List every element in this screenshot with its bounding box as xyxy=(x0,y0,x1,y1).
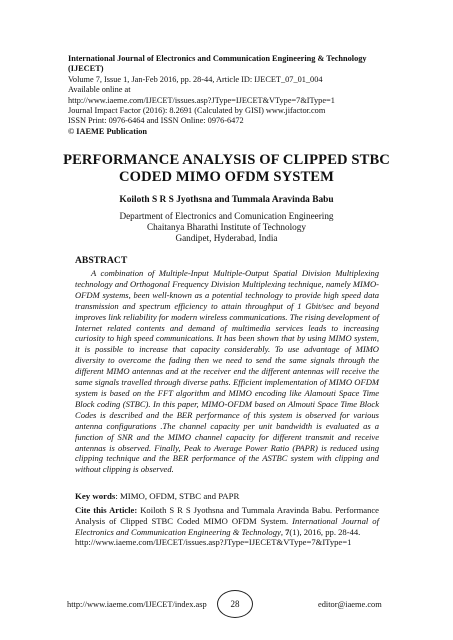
issue-url-link[interactable]: http://www.iaeme.com/IJECET/issues.asp?JType=IJECET&VType=7&IType=1 xyxy=(68,95,335,105)
cite-label: Cite this Article: xyxy=(75,505,138,515)
journal-name: International Journal of Electronics and Communication Engineering & Technology (IJECET) xyxy=(68,54,367,74)
cite-url-link[interactable]: http://www.iaeme.com/IJECET/issues.asp?JType=IJECET&VType=7&IType=1 xyxy=(75,537,352,548)
affiliation-location: Gandipet, Hyderabad, India xyxy=(175,233,278,244)
abstract-body: A combination of Multiple-Input Multiple-Output Spatial Division Multiplexing technology and Orthogonal Frequency Division Multiplexing technique, namely MIMO-OFDM systems, been well-known as a potential technology to provide high speed data transmission and spectrum efficiency to attain throughput of 1 Gbit/sec and beyond improves link reliability for modern wireless communications. The rising development of Internet related contents and demand of multimedia services leads to increasing curiosity to high speed communications. It has been shown that by using MIMO system, it is possible to increase that capacity considerably. To use advantage of MIMO diversity to overcome the fading then we need to send the same signals through the different MIMO antennas and at the receiver end the different antennas will receive the same signals travelled through diverse paths. Efficient implementation of MIMO OFDM system is based on the FFT algorithm and MIMO encoding like Alamouti Space Time Block coding (STBC). In this paper, MIMO-OFDM based on Almouti Space Time Block Codes is described and the BER performance of this system is observed for various antenna configurations .The channel capacity per unit bandwidth is evaluated as a function of SNR and the MIMO channel capacity for different transmit and receive antennas is observed. Finally, Peak to Average Power Ratio (PAPR) is reduced using clipping technique and the BER performance of the ASTBC system with clipping and without clipping is observed. xyxy=(75,268,379,475)
affiliation-institute: Chaitanya Bharathi Institute of Technology xyxy=(147,222,306,233)
paper-authors: Koiloth S R S Jyothsna and Tummala Aravinda Babu xyxy=(119,195,334,205)
citation xyxy=(75,505,379,548)
cite-journal: International Journal of Electronics and Communication Engineering & Technology xyxy=(75,515,379,537)
cite-separator: , xyxy=(280,526,286,537)
paper-title: PERFORMANCE ANALYSIS OF CLIPPED STBC CODED MIMO OFDM SYSTEM xyxy=(63,152,390,185)
page-number: 28 xyxy=(230,599,240,609)
available-online-label: Available online at xyxy=(68,85,131,95)
issn-info: ISSN Print: 0976-6464 and ISSN Online: 0976-6472 xyxy=(68,116,244,126)
affiliation-department: Department of Electronics and Comunication Engineering xyxy=(119,211,334,221)
publisher: © IAEME Publication xyxy=(68,126,148,136)
footer-url-link[interactable]: http://www.iaeme.com/IJECET/index.asp xyxy=(67,600,207,609)
keywords-label: Key words xyxy=(75,491,116,501)
impact-factor: Journal Impact Factor (2016): 8.2691 (Calculated by GISI) www.jifactor.com xyxy=(68,106,326,116)
page-number-badge xyxy=(217,590,253,618)
keywords-list: : MIMO, OFDM, STBC and PAPR xyxy=(115,491,240,501)
affiliation xyxy=(0,211,453,245)
footer-email-link[interactable]: editor@iaeme.com xyxy=(318,600,382,609)
cite-text: Koiloth S R S Jyothsna and Tummala Aravinda Babu. Performance Analysis of Clipped STBC Coded MIMO OFDM System. xyxy=(75,505,379,526)
keywords xyxy=(75,491,239,501)
cite-issue-pages: (1), 2016, pp. 28-44. xyxy=(289,526,361,537)
journal-masthead xyxy=(68,54,398,137)
abstract-heading: ABSTRACT xyxy=(75,255,128,266)
cite-volume: 7 xyxy=(285,526,290,537)
issue-info: Volume 7, Issue 1, Jan-Feb 2016, pp. 28-44, Article ID: IJECET_07_01_004 xyxy=(68,74,323,84)
